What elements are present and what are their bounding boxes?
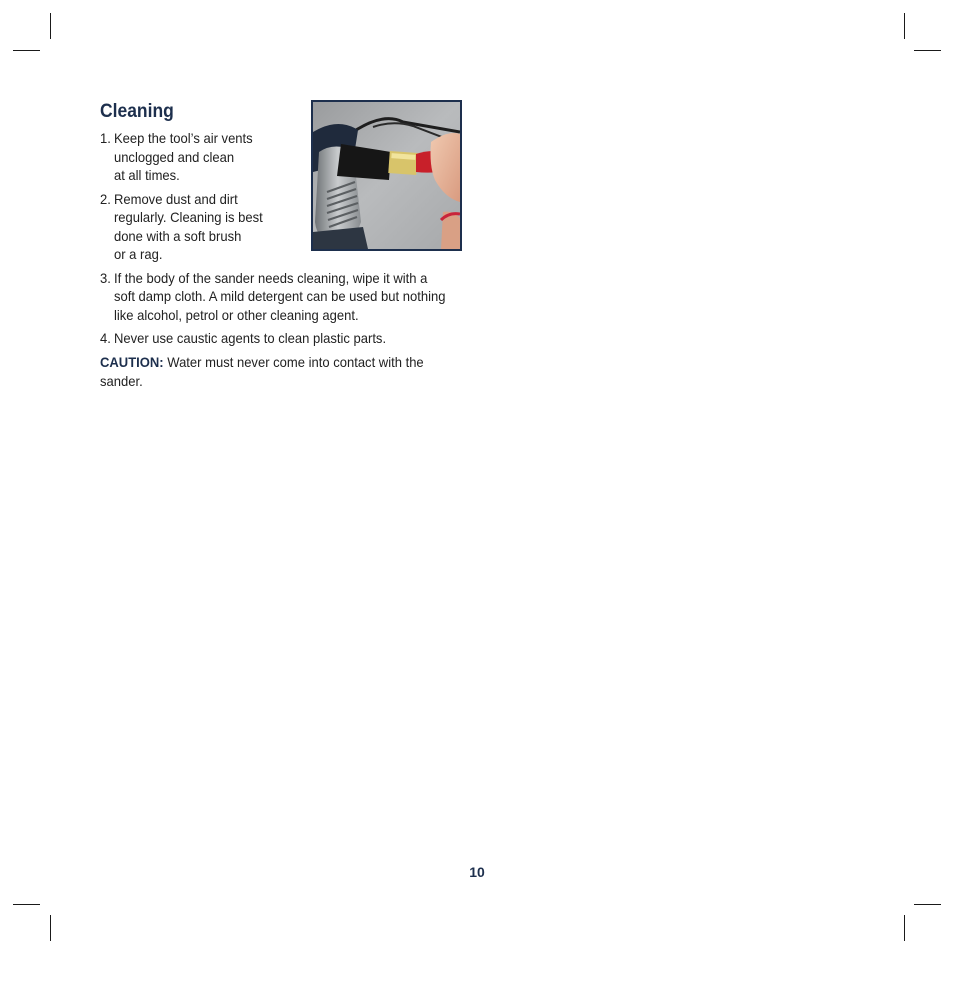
list-item-line: If the body of the sander needs cleaning, wipe it with a <box>113 269 428 286</box>
crop-mark-bottom-left-horizontal <box>13 904 40 905</box>
list-item <box>100 129 439 185</box>
list-item-line: regularly. Cleaning is best <box>113 209 263 225</box>
page-number: 10 <box>469 864 485 880</box>
list-item-text <box>114 329 479 348</box>
crop-mark-bottom-left-vertical <box>50 915 51 941</box>
list-item-number: 1. <box>100 130 111 146</box>
crop-mark-top-right-vertical <box>904 13 905 39</box>
cleaning-section <box>100 100 464 391</box>
list-item-number: 3. <box>100 269 111 286</box>
list-item-line: Remove dust and dirt <box>113 190 238 207</box>
crop-mark-bottom-right-vertical <box>904 915 905 941</box>
list-item-line: soft damp cloth. A mild detergent can be used but nothing <box>113 288 446 304</box>
list-item-line: at all times. <box>113 167 180 183</box>
list-item <box>100 190 439 264</box>
list-item-line: unclogged and clean <box>113 148 235 165</box>
list-item-text <box>114 129 277 185</box>
list-item-number: 4. <box>100 330 111 346</box>
list-item-line: or a rag. <box>113 246 163 262</box>
list-item-line: done with a soft brush <box>113 227 242 244</box>
caution-text: Water must never come into contact with the <box>163 353 424 370</box>
list-item-line: Keep the tool’s air vents <box>113 130 253 146</box>
caution-text-continued: sander. <box>100 372 143 389</box>
crop-mark-bottom-right-horizontal <box>914 904 941 905</box>
list-item-line: Never use caustic agents to clean plastic parts. <box>113 330 387 346</box>
list-item-number: 2. <box>100 190 111 207</box>
caution-label: CAUTION: <box>100 353 164 370</box>
list-item <box>100 269 479 325</box>
list-item <box>100 329 479 348</box>
section-title: Cleaning <box>100 101 174 122</box>
caution-note <box>100 353 463 391</box>
list-item-line: like alcohol, petrol or other cleaning agent. <box>113 306 359 323</box>
crop-mark-top-left-horizontal <box>13 50 40 51</box>
crop-mark-top-left-vertical <box>50 13 51 39</box>
list-item-text <box>114 190 277 264</box>
crop-mark-top-right-horizontal <box>914 50 941 51</box>
list-item-text <box>114 269 479 325</box>
